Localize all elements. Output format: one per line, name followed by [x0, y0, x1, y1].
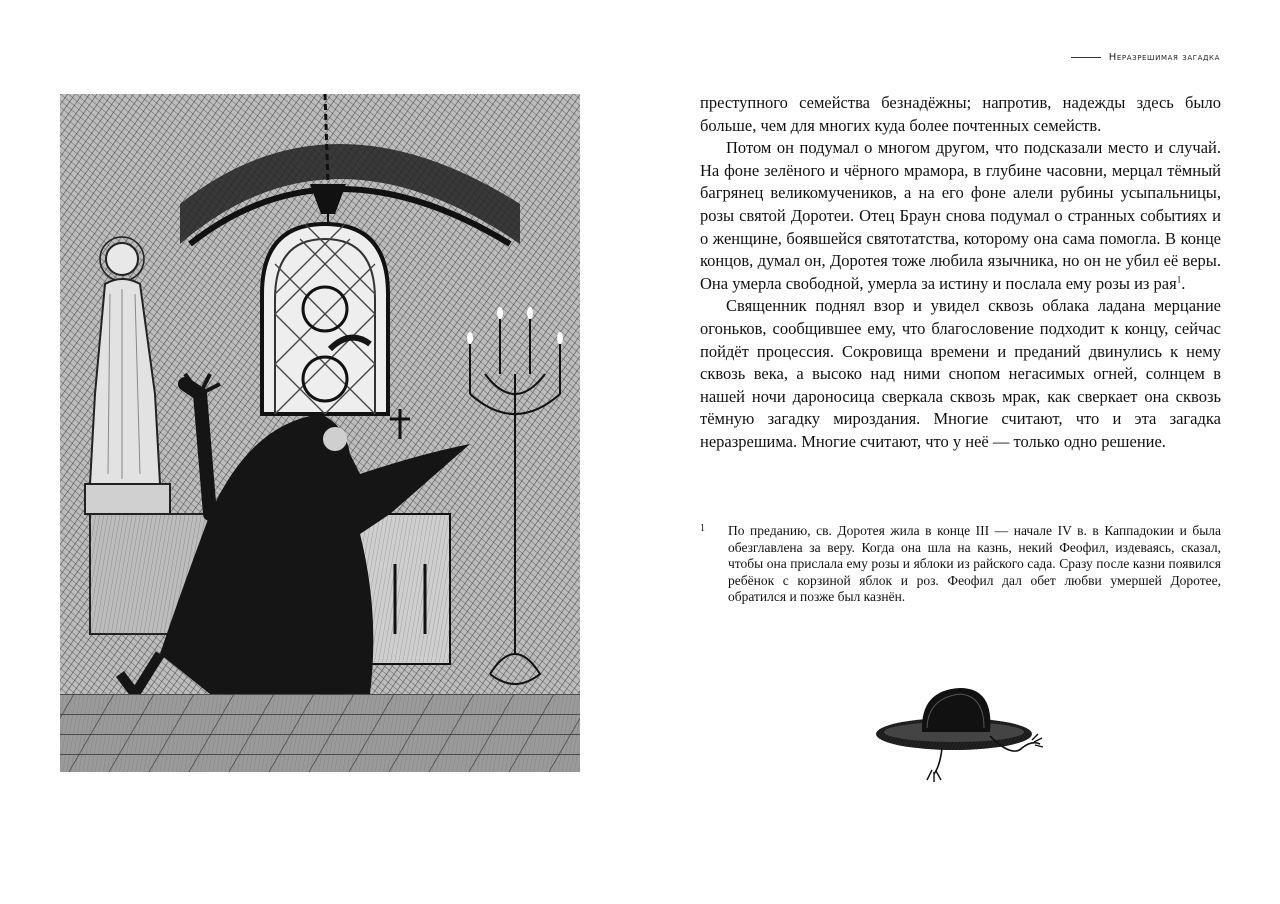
running-header	[1071, 52, 1220, 63]
footnote-reference: 1	[1176, 274, 1182, 285]
body-text	[700, 92, 1221, 454]
paragraph-1: преступного семейства безнадёжны; напротив, надежды здесь было больше, чем для многих куда более почтенных семейств.	[700, 93, 1221, 135]
footnote-marker: 1	[700, 523, 705, 534]
paragraph-2	[700, 137, 1221, 295]
paragraph-2-text: Потом он подумал о многом другом, что подсказали место и случай. На фоне зелёного и чёрного мрамора, в глубине часовни, мерцал тёмный багрянец великомучеников, а на его фоне алели рубины усыпальницы, розы святой Доротеи. Отец Браун снова подумал о странных событиях и о женщине, боявшейся святотатства, которому она сама помогла. В конце концов, думал он, Доротея тоже любила язычника, но он не убил её веры. Она умерла свободной, умерла за истину и послала ему розы из рая	[700, 138, 1221, 293]
chapel-illustration	[60, 94, 580, 772]
hat-vignette	[872, 678, 1048, 788]
running-header-title: Неразрешимая загадка	[1108, 52, 1220, 63]
paragraph-3: Священник поднял взор и увидел сквозь облака ладана мерцание огоньков, сообщившее ему, что благословение подходит к концу, сейчас пойдёт процессия. Сокровища времени и преданий двинулись к нему сквозь века, а высоко над ними снопом негасимых огней, солнцем в нашей ночи дароносица сверкала сквозь мрак, как сверкает она сквозь тёмную загадку мироздания. Многие считают, что и эта загадка неразрешима. Многие считают, что у неё — только одно решение.	[700, 296, 1221, 451]
paragraph-2-end: .	[1181, 273, 1186, 293]
footnote	[700, 523, 1221, 606]
header-rule	[1071, 57, 1101, 58]
footnote-text: По преданию, св. Доротея жила в конце III — начале IV в. в Каппадокии и была обезглавлена за веру. Когда она шла на казнь, некий Феофил, издеваясь, сказал, чтобы она прислала ему розы и яблоки из райского сада. Сразу после казни появился ребёнок с корзиной яблок и роз. Феофил дал обет любви умершей Доротее, обратился и позже был казнён.	[728, 523, 1221, 605]
